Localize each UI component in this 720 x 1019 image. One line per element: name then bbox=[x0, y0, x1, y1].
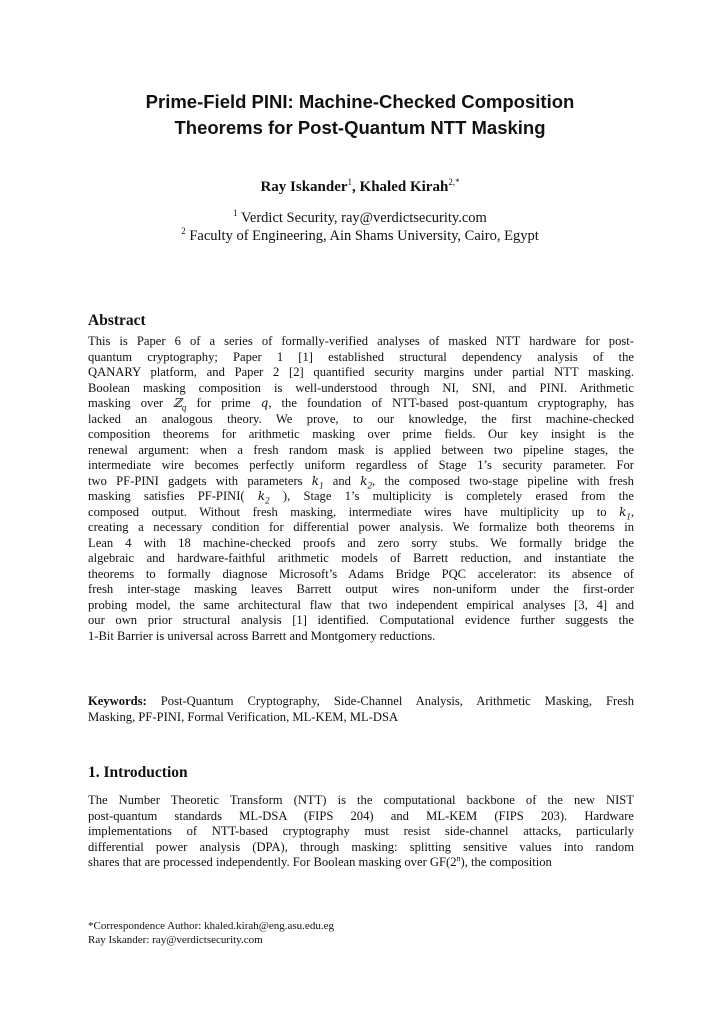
text-line: composition theorems for arithmetic masking over prime fields. Our key insight is the bbox=[88, 427, 634, 441]
introduction-body bbox=[88, 793, 634, 871]
text-line: differential power analysis (DPA), through masking: splitting sensitive values into random bbox=[88, 839, 634, 854]
author-name: Ray Iskander bbox=[260, 179, 348, 195]
math-subscript: 1 bbox=[319, 480, 324, 491]
math-symbol: q bbox=[260, 396, 269, 410]
footnotes bbox=[88, 920, 334, 947]
text-line: post-quantum standards ML-DSA (FIPS 204) and ML-KEM (FIPS 203). Hardware bbox=[88, 808, 634, 823]
math-subscript: 1 bbox=[626, 511, 631, 522]
affiliation-text: Faculty of Engineering, Ain Shams University, Cairo, Egypt bbox=[189, 228, 539, 244]
introduction-heading: 1. Introduction bbox=[88, 764, 188, 781]
text-line: QANARY platform, and Paper 2 [2] quantified security margins under partial NTT masking. bbox=[88, 365, 634, 379]
title-line: Prime-Field PINI: Machine-Checked Composition bbox=[145, 91, 575, 112]
math-subscript: 2 bbox=[265, 495, 270, 506]
affiliation bbox=[80, 227, 640, 245]
keywords-label: Keywords: bbox=[88, 694, 147, 708]
keywords bbox=[88, 694, 634, 725]
math-symbol: k bbox=[619, 504, 627, 519]
text-line: creating a necessary condition for differential power analysis. We formalize both theorems in bbox=[88, 520, 634, 534]
text-line: intermediate wire becomes perfectly uniform regardless of Stage 1’s security parameter. For bbox=[88, 458, 634, 472]
text-line: theorems to formally diagnose Microsoft’s Adams Bridge PQC accelerator: its absence of bbox=[88, 566, 634, 581]
title-line: Theorems for Post-Quantum NTT Masking bbox=[174, 117, 546, 138]
affiliation-mark: 2 bbox=[181, 226, 186, 236]
paper-title bbox=[80, 89, 640, 141]
text-line: composed output. Without fresh masking, intermediate wires have multiplicity up to $k_1$, bbox=[88, 504, 634, 522]
text-line: quantum cryptography; Paper 1 [1] established structural dependency analysis of the bbox=[88, 349, 634, 364]
text-line: two PF-PINI gadgets with parameters $k_1$ and $k_2$, the composed two-stage pipeline with fresh bbox=[88, 473, 634, 491]
math-symbol: k bbox=[311, 473, 320, 488]
affiliation bbox=[80, 209, 640, 227]
author-mark: 2,* bbox=[448, 177, 460, 187]
affiliation-text: Verdict Security, ray@verdictsecurity.com bbox=[241, 210, 487, 226]
author-name: Khaled Kirah bbox=[359, 179, 449, 195]
text-line: implementations of NTT-based cryptography must resist side-channel attacks, particularly bbox=[88, 824, 634, 838]
text-line: masking satisfies PF-PINI( $k_2$ ), Stage 1’s multiplicity is completely erased from the bbox=[88, 489, 634, 506]
math-symbol: ℤ bbox=[173, 396, 182, 410]
text-line: 1-Bit Barrier is universal across Barrett and Montgomery reductions. bbox=[88, 628, 436, 643]
footnote-correspondence: *Correspondence Author: khaled.kirah@eng.asu.edu.eg bbox=[88, 920, 334, 932]
affiliation-list bbox=[80, 209, 640, 245]
footnote-contact: Ray Iskander: ray@verdictsecurity.com bbox=[88, 933, 263, 946]
text-line: Keywords: Post-Quantum Cryptography, Side-Channel Analysis, Arithmetic Masking, Fresh bbox=[88, 694, 634, 708]
abstract-body bbox=[88, 334, 634, 644]
text-line: Masking, PF-PINI, Formal Verification, ML-KEM, ML-DSA bbox=[88, 709, 399, 724]
author-mark: 1 bbox=[347, 177, 353, 187]
text-line: our own prior structural analysis [1] identified. Computational evidence further suggests the bbox=[88, 613, 634, 627]
text-line: Boolean masking composition is well-understood through NI, SNI, and PINI. Arithmetic bbox=[88, 380, 634, 395]
author-list: Ray Iskander$^1$, Khaled Kirah$^{2,*}$ bbox=[260, 177, 460, 195]
text-line: algebraic and hardware-faithful arithmetic models of Barrett reduction, and instantiate the bbox=[88, 551, 634, 565]
text-line: renewal argument: when a fresh random mask is applied between two pipeline stages, the bbox=[88, 442, 634, 457]
abstract-heading: Abstract bbox=[88, 312, 146, 329]
text-line: shares that are processed independently. For Boolean masking over GF(2$^n$), the composition bbox=[88, 853, 552, 869]
text-line: lacked an analogous theory. We prove, to our knowledge, the first machine-checked bbox=[88, 411, 634, 426]
math-subscript: q bbox=[181, 402, 187, 413]
math-subscript: 2 bbox=[367, 480, 372, 491]
math-symbol: k bbox=[257, 489, 266, 503]
text-line: fresh inter-stage masking leaves Barrett output wires non-uniform under the first-order bbox=[88, 582, 634, 596]
text-line: masking over ℤ$_q$ for prime q, the foundation of NTT-based post-quantum cryptography, has bbox=[88, 396, 634, 413]
keywords-body bbox=[88, 694, 634, 725]
affiliation-mark: 1 bbox=[233, 208, 238, 218]
superscript: n bbox=[456, 853, 461, 863]
math-symbol: k bbox=[360, 473, 368, 488]
text-line: The Number Theoretic Transform (NTT) is the computational backbone of the new NIST bbox=[88, 793, 634, 807]
text-line: probing model, the same architectural flaw that two independent empirical analyses [3, 4] and bbox=[88, 597, 634, 612]
text-line: Lean 4 with 18 machine-checked proofs and zero sorry stubs. We formally bridge the bbox=[88, 535, 634, 550]
text-line: This is Paper 6 of a series of formally-verified analyses of masked NTT hardware for post- bbox=[88, 334, 634, 348]
